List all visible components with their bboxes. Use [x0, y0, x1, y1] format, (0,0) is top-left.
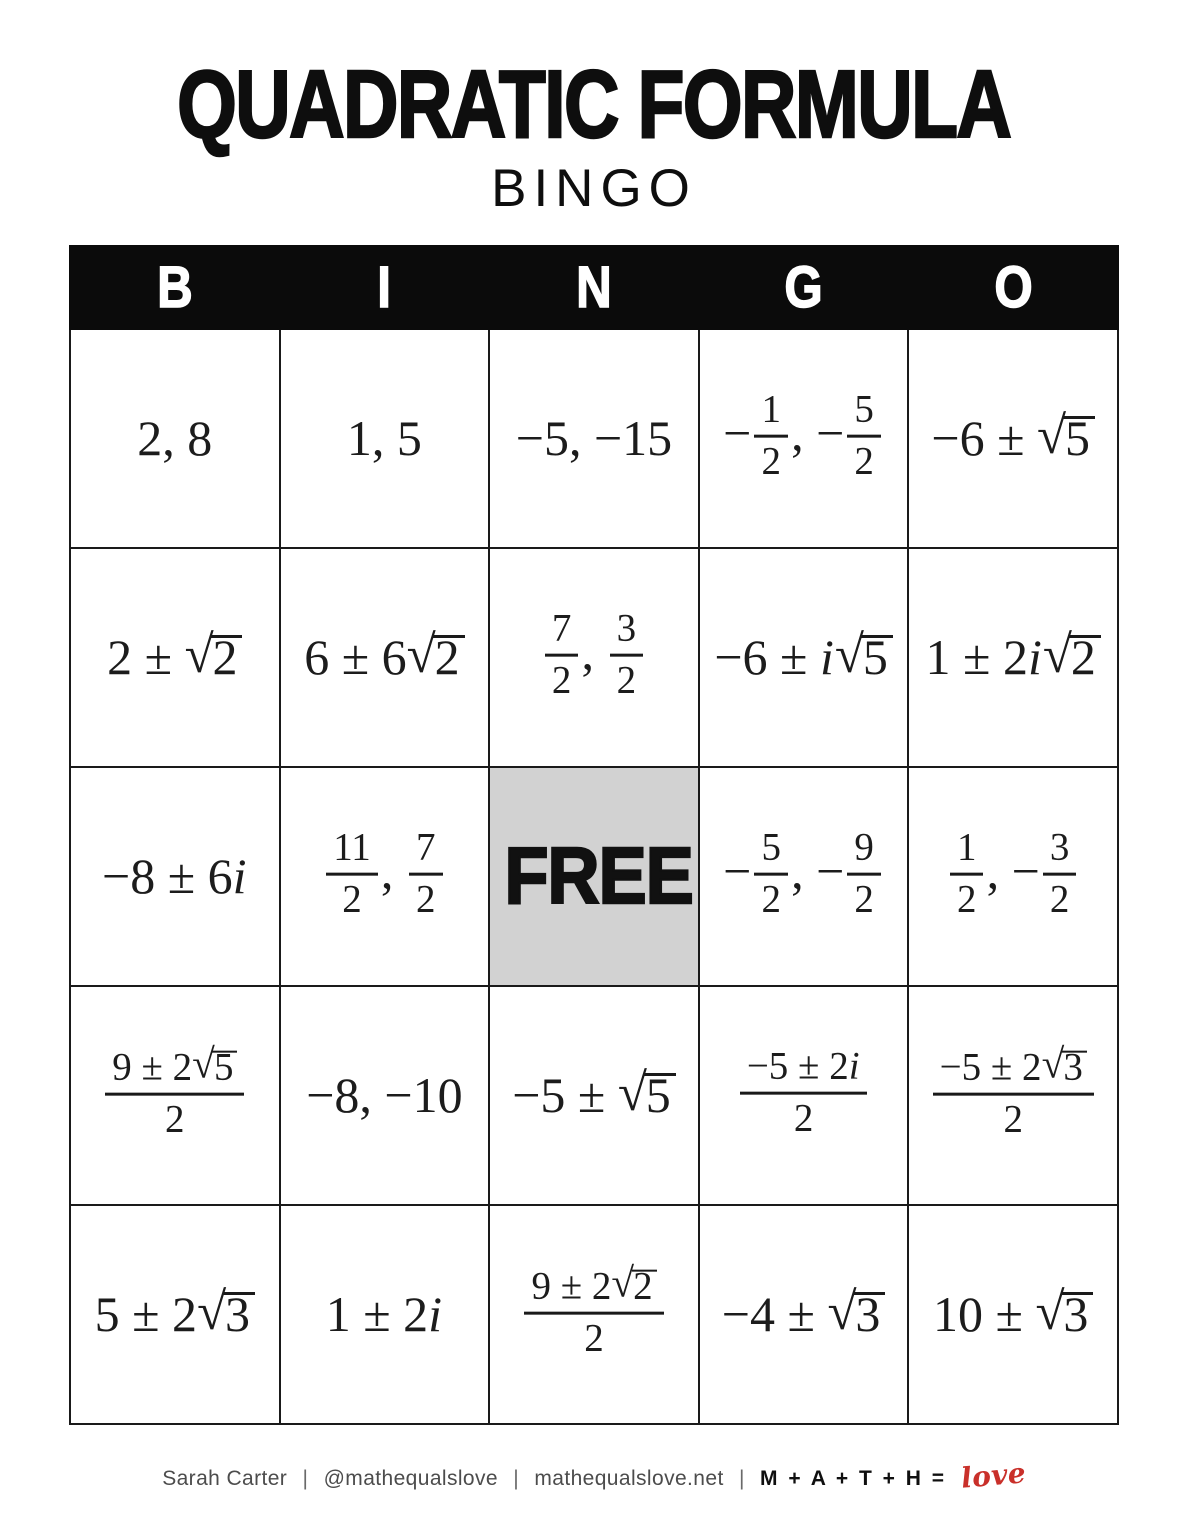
radical-sign: √	[184, 625, 214, 684]
radical-sign: √	[1042, 625, 1072, 684]
author-name: Sarah Carter	[162, 1466, 288, 1490]
cell-expression: −6 ± i√5	[714, 628, 892, 686]
imaginary-unit: i	[428, 1286, 443, 1343]
social-handle: @mathequalslove	[323, 1466, 498, 1490]
radical-sign: √	[611, 1259, 635, 1306]
radical-sign: √	[192, 1040, 215, 1087]
fraction	[754, 387, 788, 483]
numerator: 9 ± 2√5	[105, 1046, 244, 1096]
cell-expression: 2, 8	[137, 410, 213, 467]
numerator: 9	[847, 828, 881, 876]
bingo-cell-N3[interactable]	[489, 767, 699, 986]
separator: |	[302, 1466, 309, 1490]
denominator: 2	[551, 658, 572, 702]
numerator: 5	[754, 828, 788, 876]
cell-expression: − $\frac{1}{2}$ , − $\frac{5}{2}$	[723, 392, 884, 485]
denominator: 2	[793, 1096, 814, 1140]
radical-sign: √	[1037, 406, 1067, 465]
bingo-cell-G3[interactable]	[699, 767, 909, 986]
header-letter-text: O	[994, 254, 1033, 320]
radicand: 5	[861, 635, 893, 676]
denominator: 2	[1049, 877, 1070, 921]
square-root	[406, 625, 465, 686]
bingo-header-letter-I	[280, 246, 490, 329]
denominator: 2	[761, 877, 781, 921]
separator: |	[738, 1466, 745, 1490]
denominator: 2	[1003, 1097, 1023, 1141]
denominator: 2	[616, 658, 637, 702]
math-acronym: M + A + T + H =	[760, 1466, 947, 1490]
denominator: 2	[854, 439, 874, 483]
fraction	[933, 1040, 1094, 1141]
footer-credit	[0, 1456, 1188, 1495]
radicand: 2	[210, 635, 242, 676]
separator: |	[513, 1466, 520, 1490]
radicand: 3	[223, 1292, 255, 1333]
square-root	[1037, 406, 1095, 467]
bingo-row-4	[70, 986, 1118, 1205]
fraction	[740, 1044, 868, 1140]
fraction	[847, 387, 881, 483]
cell-expression: 1 ± 2i	[325, 1286, 443, 1343]
square-root	[1041, 1040, 1087, 1089]
bingo-cell-I2[interactable]	[280, 548, 490, 767]
imaginary-unit: i	[1028, 629, 1042, 686]
radical-sign: √	[617, 1063, 647, 1122]
cell-expression: −6 ± √5	[931, 409, 1095, 467]
square-root	[1035, 1282, 1093, 1343]
bingo-row-5	[70, 1205, 1118, 1424]
fraction	[950, 825, 984, 921]
bingo-cell-N4[interactable]	[489, 986, 699, 1205]
page-subtitle-text: BINGO	[491, 158, 697, 218]
numerator: 3	[1043, 828, 1077, 876]
bingo-cell-N1[interactable]	[489, 329, 699, 548]
bingo-header-row	[70, 246, 1118, 329]
bingo-cell-I4[interactable]	[280, 986, 490, 1205]
numerator: −5 ± 2√3	[933, 1046, 1094, 1096]
masthead	[0, 0, 1188, 218]
numerator: 3	[610, 609, 644, 657]
cell-expression: − $\frac{5}{2}$ , − $\frac{9}{2}$	[723, 830, 884, 923]
bingo-grid	[69, 245, 1119, 1425]
bingo-cell-I3[interactable]	[280, 767, 490, 986]
square-root	[617, 1063, 676, 1124]
bingo-cell-B3[interactable]	[70, 767, 280, 986]
bingo-header-letter-B	[70, 246, 280, 329]
radicand: 3	[853, 1292, 885, 1333]
cell-expression	[930, 1040, 1097, 1143]
square-root	[1042, 625, 1101, 686]
imaginary-unit: i	[819, 629, 834, 686]
radical-sign: √	[406, 625, 436, 684]
header-letter-text: I	[377, 254, 392, 320]
imaginary-unit: i	[232, 848, 247, 905]
cell-expression: 2 ± √2	[107, 628, 242, 686]
radicand: 3	[1062, 1051, 1087, 1082]
header-letter-text: N	[576, 254, 612, 320]
cell-expression: 1, 5	[346, 410, 422, 467]
denominator: 2	[416, 877, 436, 921]
radicand: 5	[212, 1051, 237, 1082]
website-url: mathequalslove.net	[534, 1466, 724, 1490]
square-root	[827, 1282, 885, 1343]
fraction	[545, 606, 579, 702]
bingo-grid-body	[70, 329, 1118, 1424]
fraction	[847, 825, 881, 921]
radicand: 2	[433, 635, 465, 676]
square-root	[192, 1040, 237, 1089]
cell-expression: −5 ± √5	[512, 1066, 676, 1124]
bingo-row-2	[70, 548, 1118, 767]
fraction	[105, 1040, 244, 1141]
radical-sign: √	[834, 625, 864, 684]
numerator: 11	[326, 828, 378, 876]
square-root	[611, 1259, 656, 1308]
cell-expression: −4 ± √3	[722, 1285, 886, 1343]
denominator: 2	[854, 877, 874, 921]
cell-expression: 10 ± √3	[933, 1285, 1093, 1343]
cell-expression: $\frac{11}{2}$ , $\frac{7}{2}$	[323, 830, 446, 923]
fraction	[1043, 825, 1077, 921]
bingo-cell-O5[interactable]	[908, 1205, 1118, 1424]
bingo-row-1	[70, 329, 1118, 548]
radicand: 5	[644, 1073, 676, 1114]
imaginary-unit: i	[848, 1044, 860, 1088]
numerator: 9 ± 2√2	[524, 1265, 663, 1315]
cell-expression: −5, −15	[515, 410, 673, 467]
bingo-cell-G1[interactable]	[699, 329, 909, 548]
bingo-header-letter-G	[699, 246, 909, 329]
numerator: 5	[847, 390, 881, 438]
love-script-text: love	[959, 1456, 1028, 1495]
bingo-cell-I1[interactable]	[280, 329, 490, 548]
cell-expression: 5 ± 2√3	[95, 1285, 255, 1343]
numerator: 1	[950, 828, 984, 876]
denominator: 2	[342, 877, 362, 921]
header-letter-text: G	[784, 254, 823, 320]
bingo-cell-B4[interactable]	[70, 986, 280, 1205]
square-root	[197, 1282, 255, 1343]
page-title-text: QUADRATIC FORMULA	[177, 51, 1011, 158]
header-letter-text: B	[156, 254, 193, 320]
cell-expression: 1 ± 2i√2	[926, 628, 1101, 686]
cell-expression: −8, −10	[306, 1067, 463, 1124]
cell-expression: 6 ± 6√2	[304, 628, 464, 686]
fraction	[754, 825, 788, 921]
bingo-cell-B1[interactable]	[70, 329, 280, 548]
bingo-cell-B5[interactable]	[70, 1205, 280, 1424]
page-title	[0, 51, 1188, 158]
bingo-row-3	[70, 767, 1118, 986]
denominator: 2	[956, 877, 977, 921]
radicand: 2	[632, 1270, 657, 1301]
fraction	[524, 1259, 663, 1360]
square-root	[834, 625, 893, 686]
denominator: 2	[165, 1097, 185, 1141]
bingo-header-letter-N	[489, 246, 699, 329]
numerator: 7	[409, 828, 443, 876]
bingo-cell-N5[interactable]	[489, 1205, 699, 1424]
radical-sign: √	[1035, 1282, 1065, 1341]
bingo-cell-G4[interactable]	[699, 986, 909, 1205]
square-root	[184, 625, 243, 686]
cell-expression: $\frac{7}{2}$ , $\frac{3}{2}$	[542, 611, 647, 704]
cell-expression	[737, 1044, 871, 1142]
numerator: −5 ± 2i	[740, 1047, 868, 1095]
bingo-cell-O2[interactable]	[908, 548, 1118, 767]
radical-sign: √	[1041, 1040, 1065, 1087]
free-space-label: FREE	[504, 831, 694, 921]
bingo-cell-B2[interactable]	[70, 548, 280, 767]
radical-sign: √	[827, 1282, 857, 1341]
radicand: 2	[1069, 635, 1101, 676]
radicand: 5	[1063, 416, 1095, 457]
fraction	[409, 825, 443, 921]
bingo-cell-I5[interactable]	[280, 1205, 490, 1424]
cell-expression: −8 ± 6i	[102, 848, 247, 905]
cell-expression	[521, 1259, 666, 1362]
page-subtitle	[0, 154, 1188, 218]
bingo-cell-N2[interactable]	[489, 548, 699, 767]
denominator: 2	[584, 1316, 604, 1360]
bingo-cell-O1[interactable]	[908, 329, 1118, 548]
radical-sign: √	[197, 1282, 227, 1341]
bingo-cell-O4[interactable]	[908, 986, 1118, 1205]
cell-expression: $\frac{1}{2}$ , − $\frac{3}{2}$	[947, 830, 1080, 923]
bingo-cell-O3[interactable]	[908, 767, 1118, 986]
cell-expression	[102, 1040, 247, 1143]
bingo-cell-G2[interactable]	[699, 548, 909, 767]
bingo-cell-G5[interactable]	[699, 1205, 909, 1424]
numerator: 7	[545, 609, 579, 657]
bingo-header-letter-O	[908, 246, 1118, 329]
fraction	[610, 606, 644, 702]
numerator: 1	[754, 390, 788, 438]
radicand: 3	[1061, 1292, 1093, 1333]
fraction	[326, 825, 378, 921]
denominator: 2	[761, 439, 781, 483]
